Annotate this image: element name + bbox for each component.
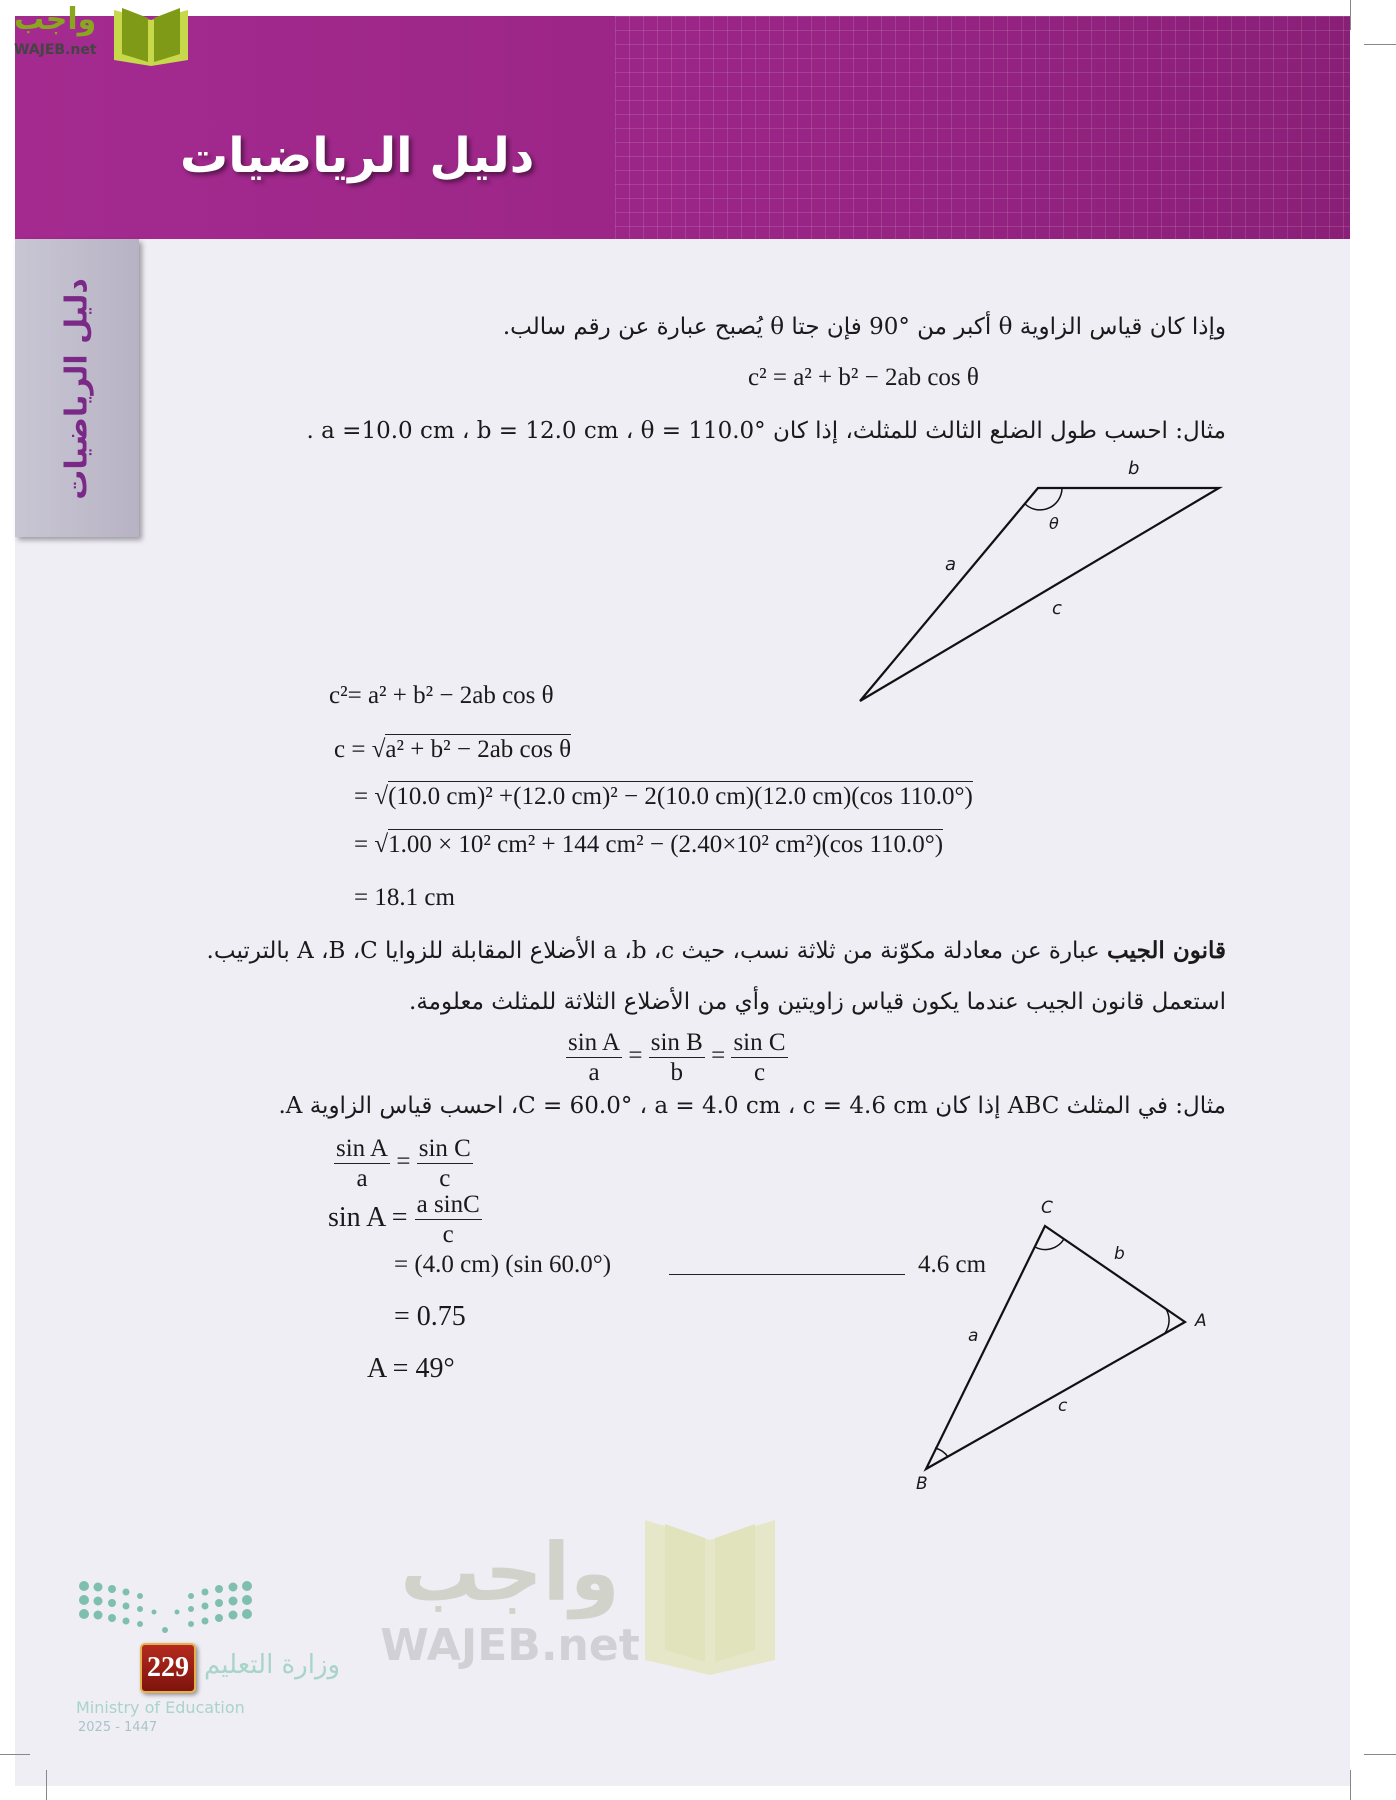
ministry-ar-text: وزارة التعليم bbox=[204, 1650, 341, 1680]
wajeb-watermark bbox=[380, 1510, 900, 1684]
solution1-line4 bbox=[354, 831, 943, 859]
sine-law-desc: عبارة عن معادلة مكوّنة من ثلاثة نسب، حيث a ،b ،c الأضلاع المقابلة للزوايا A ،B ،C بالترتيب. bbox=[206, 938, 1108, 964]
solution1-line3 bbox=[354, 783, 973, 811]
ministry-en-text: Ministry of Education bbox=[76, 1698, 245, 1717]
sqrt-prefix: = √ bbox=[354, 783, 389, 810]
denominator: b bbox=[670, 1059, 684, 1086]
solution2-line4: = 0.75 bbox=[394, 1301, 466, 1332]
year-text: 2025 - 1447 bbox=[78, 1720, 158, 1735]
side-tab bbox=[15, 239, 139, 537]
ministry-dots-icon bbox=[78, 1578, 253, 1638]
numerator: sin B bbox=[650, 1029, 703, 1056]
numerator: sin A bbox=[568, 1029, 621, 1056]
crop-mark bbox=[46, 1770, 47, 1800]
equals: = bbox=[628, 1042, 643, 1070]
cosine-law-formula: c² = a² + b² − 2ab cos θ bbox=[748, 364, 979, 391]
solution1-line1: c²= a² + b² − 2ab cos θ bbox=[329, 682, 554, 709]
angle-c-arc bbox=[1035, 1239, 1064, 1250]
radicand: 1.00 × 10² cm² + 144 cm² − (2.40×10² cm²)(cos 110.0°) bbox=[388, 831, 944, 858]
numerator: sin A bbox=[336, 1135, 389, 1162]
page-number-badge: 229 bbox=[140, 1643, 196, 1693]
crop-mark bbox=[1364, 1754, 1396, 1755]
sine-law-term: قانون الجيب bbox=[1107, 937, 1226, 964]
solution1-result: = 18.1 cm bbox=[354, 884, 455, 911]
example1-text: مثال: احسب طول الضلع الثالث للمثلث، إذا كان a =10.0 cm ، b = 12.0 cm ، θ = 110.0° . bbox=[306, 418, 1226, 444]
denominator: c bbox=[753, 1059, 766, 1086]
solution2-line3: = (4.0 cm) (sin 60.0°) bbox=[394, 1251, 612, 1278]
tri2-label-a: a bbox=[968, 1326, 979, 1346]
triangle2-shape bbox=[926, 1226, 1185, 1469]
intro-line: وإذا كان قياس الزاوية θ أكبر من °90 فإن جتا θ يُصبح عبارة عن رقم سالب. bbox=[502, 314, 1226, 340]
radicand: (10.0 cm)² +(12.0 cm)² − 2(10.0 cm)(12.0 cm)(cos 110.0°) bbox=[388, 783, 973, 810]
angle-a-arc bbox=[1165, 1309, 1169, 1333]
crop-mark bbox=[1350, 1770, 1351, 1800]
triangle2-diagram bbox=[900, 1200, 1220, 1500]
solution2-result: A = 49° bbox=[367, 1353, 455, 1384]
wajeb-logo bbox=[8, 4, 193, 68]
denominator: a bbox=[356, 1165, 368, 1192]
denominator: c bbox=[439, 1165, 451, 1192]
denominator: c bbox=[442, 1221, 454, 1248]
example2-text: مثال: في المثلث ABC إذا كان C = 60.0° ، a = 4.0 cm ، c = 4.6 cm، احسب قياس الزاوية A. bbox=[278, 1093, 1226, 1119]
sine-law-usage: استعمل قانون الجيب عندما يكون قياس زاويتين وأي من الأضلاع الثلاثة للمثلث معلومة. bbox=[409, 989, 1226, 1015]
tri2-label-C: C bbox=[1041, 1198, 1053, 1218]
logo-en-text: WAJEB.net bbox=[14, 42, 97, 58]
tri2-label-b: b bbox=[1114, 1244, 1125, 1264]
numerator: sin C bbox=[733, 1029, 786, 1056]
solution2-line2 bbox=[328, 1192, 482, 1247]
radicand: a² + b² − 2ab cos θ bbox=[385, 736, 572, 763]
sqrt-prefix: c = √ bbox=[334, 736, 386, 763]
tri1-label-a: a bbox=[945, 554, 957, 575]
svg-text:WAJEB.net: WAJEB.net bbox=[380, 1620, 640, 1671]
side-tab-label: دليل الرياضيات bbox=[59, 278, 95, 500]
book-icon bbox=[108, 6, 194, 68]
solution1-line2 bbox=[334, 736, 571, 764]
svg-text:واجب: واجب bbox=[400, 1526, 620, 1619]
denominator: a bbox=[588, 1059, 600, 1086]
watermark-book-icon bbox=[380, 1510, 900, 1680]
crop-mark bbox=[0, 1754, 30, 1755]
tri2-label-c: c bbox=[1058, 1396, 1068, 1416]
tri2-label-A: A bbox=[1195, 1311, 1207, 1331]
angle-theta-arc bbox=[1025, 488, 1062, 510]
numerator: sin C bbox=[418, 1135, 471, 1162]
sine-law-definition bbox=[207, 937, 1226, 964]
page-title: دليل الرياضيات bbox=[180, 128, 535, 184]
solution2-line1 bbox=[334, 1136, 473, 1191]
sqrt-prefix: = √ bbox=[354, 831, 389, 858]
solution2-denominator: 4.6 cm bbox=[918, 1251, 987, 1278]
fraction-bar bbox=[669, 1274, 905, 1275]
tri1-label-c: c bbox=[1052, 598, 1062, 619]
tri1-label-b: b bbox=[1128, 458, 1140, 479]
numerator: a sinC bbox=[416, 1191, 480, 1218]
crop-mark bbox=[1364, 44, 1396, 45]
equals: = bbox=[396, 1148, 411, 1176]
tri2-label-B: B bbox=[916, 1474, 928, 1494]
tri1-label-theta: θ bbox=[1049, 514, 1059, 533]
equals: = bbox=[711, 1042, 726, 1070]
triangle1-diagram bbox=[840, 450, 1240, 720]
sine-law-formula bbox=[566, 1030, 788, 1085]
crop-mark bbox=[1350, 0, 1351, 30]
triangle1-shape bbox=[860, 488, 1219, 701]
logo-ar-text: واجب bbox=[14, 2, 97, 37]
header-grid-pattern bbox=[615, 16, 1350, 239]
sin-a-label: sin A = bbox=[328, 1201, 408, 1233]
angle-b-arc bbox=[935, 1448, 948, 1457]
